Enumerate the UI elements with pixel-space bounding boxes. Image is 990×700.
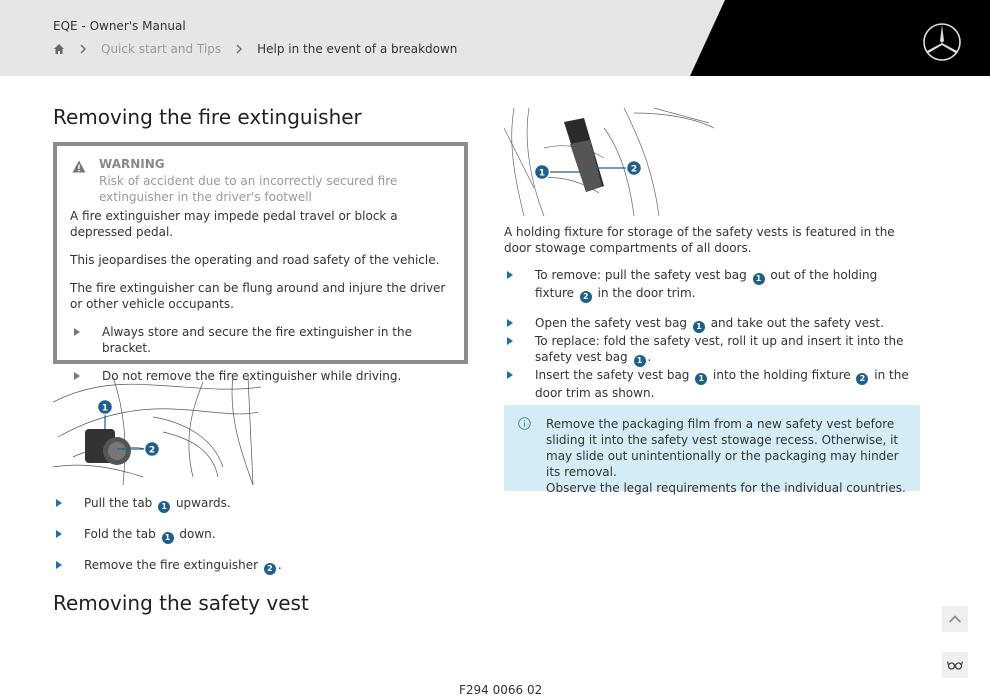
bullet-arrow-icon [507,319,513,327]
callout-badge: 2 [264,563,276,575]
chevron-right-icon [79,44,87,54]
info-paragraph: Remove the packaging film from a new safety vest before sliding it into the safety vest stowage recess. Otherwise, it may slide out unintentionally or the packaging may hinder its removal. [546,417,899,479]
breadcrumb [53,42,457,56]
warning-bullet-text: Always store and secure the fire extinguisher in the bracket. [102,325,412,355]
warning-subtitle: Risk of accident due to an incorrectly secured fire extinguisher in the driver's footwell [99,174,398,204]
list-item: Fold the tab 1 down. [56,526,456,544]
breadcrumb-current: Help in the event of a breakdown [257,42,458,56]
list-item: To remove: pull the safety vest bag 1 out of the holding fixture 2 in the door trim. [507,267,919,303]
warning-paragraph: A fire extinguisher may impede pedal travel or block a depressed pedal. [70,209,398,239]
info-note-box [504,405,920,495]
mercedes-star-logo[interactable] [922,22,962,62]
list-item: To replace: fold the safety vest, roll it up and insert it into the safety vest bag 1 . [507,333,919,367]
header-bar [0,0,990,76]
warning-bullet-text: Do not remove the fire extinguisher while driving. [102,369,402,383]
bullet-arrow-icon [56,530,62,538]
warning-box [53,142,468,383]
chevron-right-icon [235,44,243,54]
app-title: EQE - Owner's Manual [53,19,186,33]
warning-bullet [70,324,455,356]
vest-intro-text: A holding fixture for storage of the safety vests is featured in the door stowage compartments of all doors. [504,225,895,255]
callout-badge: 1 [693,321,705,333]
callout-1: 1 [101,403,109,414]
callout-badge: 1 [162,532,174,544]
info-circle-icon [518,417,531,430]
reading-mode-button[interactable] [942,652,968,678]
list-item: Pull the tab 1 upwards. [56,495,456,513]
fire-extinguisher-illustration [53,377,261,485]
list-item: Open the safety vest bag 1 and take out the safety vest. [507,315,919,333]
breadcrumb-link-quick-start[interactable]: Quick start and Tips [101,42,222,56]
bullet-arrow-icon [56,561,62,569]
bullet-arrow-icon [507,371,513,379]
fire-steps-list [56,495,456,588]
warning-paragraph: The fire extinguisher can be flung around and injure the driver or other vehicle occupants. [70,281,446,311]
image-reference-code: F294 0066 02 [459,683,543,697]
chevron-up-icon [948,614,962,624]
callout-badge: 1 [753,273,765,285]
info-note-text [546,416,906,496]
callout-badge: 1 [158,501,170,513]
warning-body [70,208,455,396]
callout-2: 2 [148,445,156,456]
section-title-safety-vest: Removing the safety vest [53,591,309,615]
bullet-arrow-icon [74,328,80,336]
callout-badge: 2 [856,373,868,385]
scroll-to-top-button[interactable] [942,606,968,632]
info-paragraph: Observe the legal requirements for the individual countries. [546,481,906,495]
warning-title: WARNING [99,157,165,171]
callout-1: 1 [538,168,546,179]
reading-glasses-icon [947,660,963,670]
list-item: Insert the safety vest bag 1 into the holding fixture 2 in the door trim as shown. [507,367,919,401]
callout-2: 2 [630,164,638,175]
bullet-arrow-icon [507,271,513,279]
list-item: Remove the fire extinguisher 2 . [56,557,456,575]
safety-vest-illustration [504,108,714,216]
warning-triangle-icon [72,160,86,173]
callout-badge: 1 [634,355,646,367]
bullet-arrow-icon [507,337,513,345]
warning-paragraph: This jeopardises the operating and road safety of the vehicle. [70,253,440,267]
section-title-fire-extinguisher: Removing the fire extinguisher [53,105,362,129]
bullet-arrow-icon [56,499,62,507]
callout-badge: 1 [695,373,707,385]
callout-badge: 2 [580,291,592,303]
vest-steps-list [507,267,919,401]
home-icon[interactable] [53,43,65,55]
